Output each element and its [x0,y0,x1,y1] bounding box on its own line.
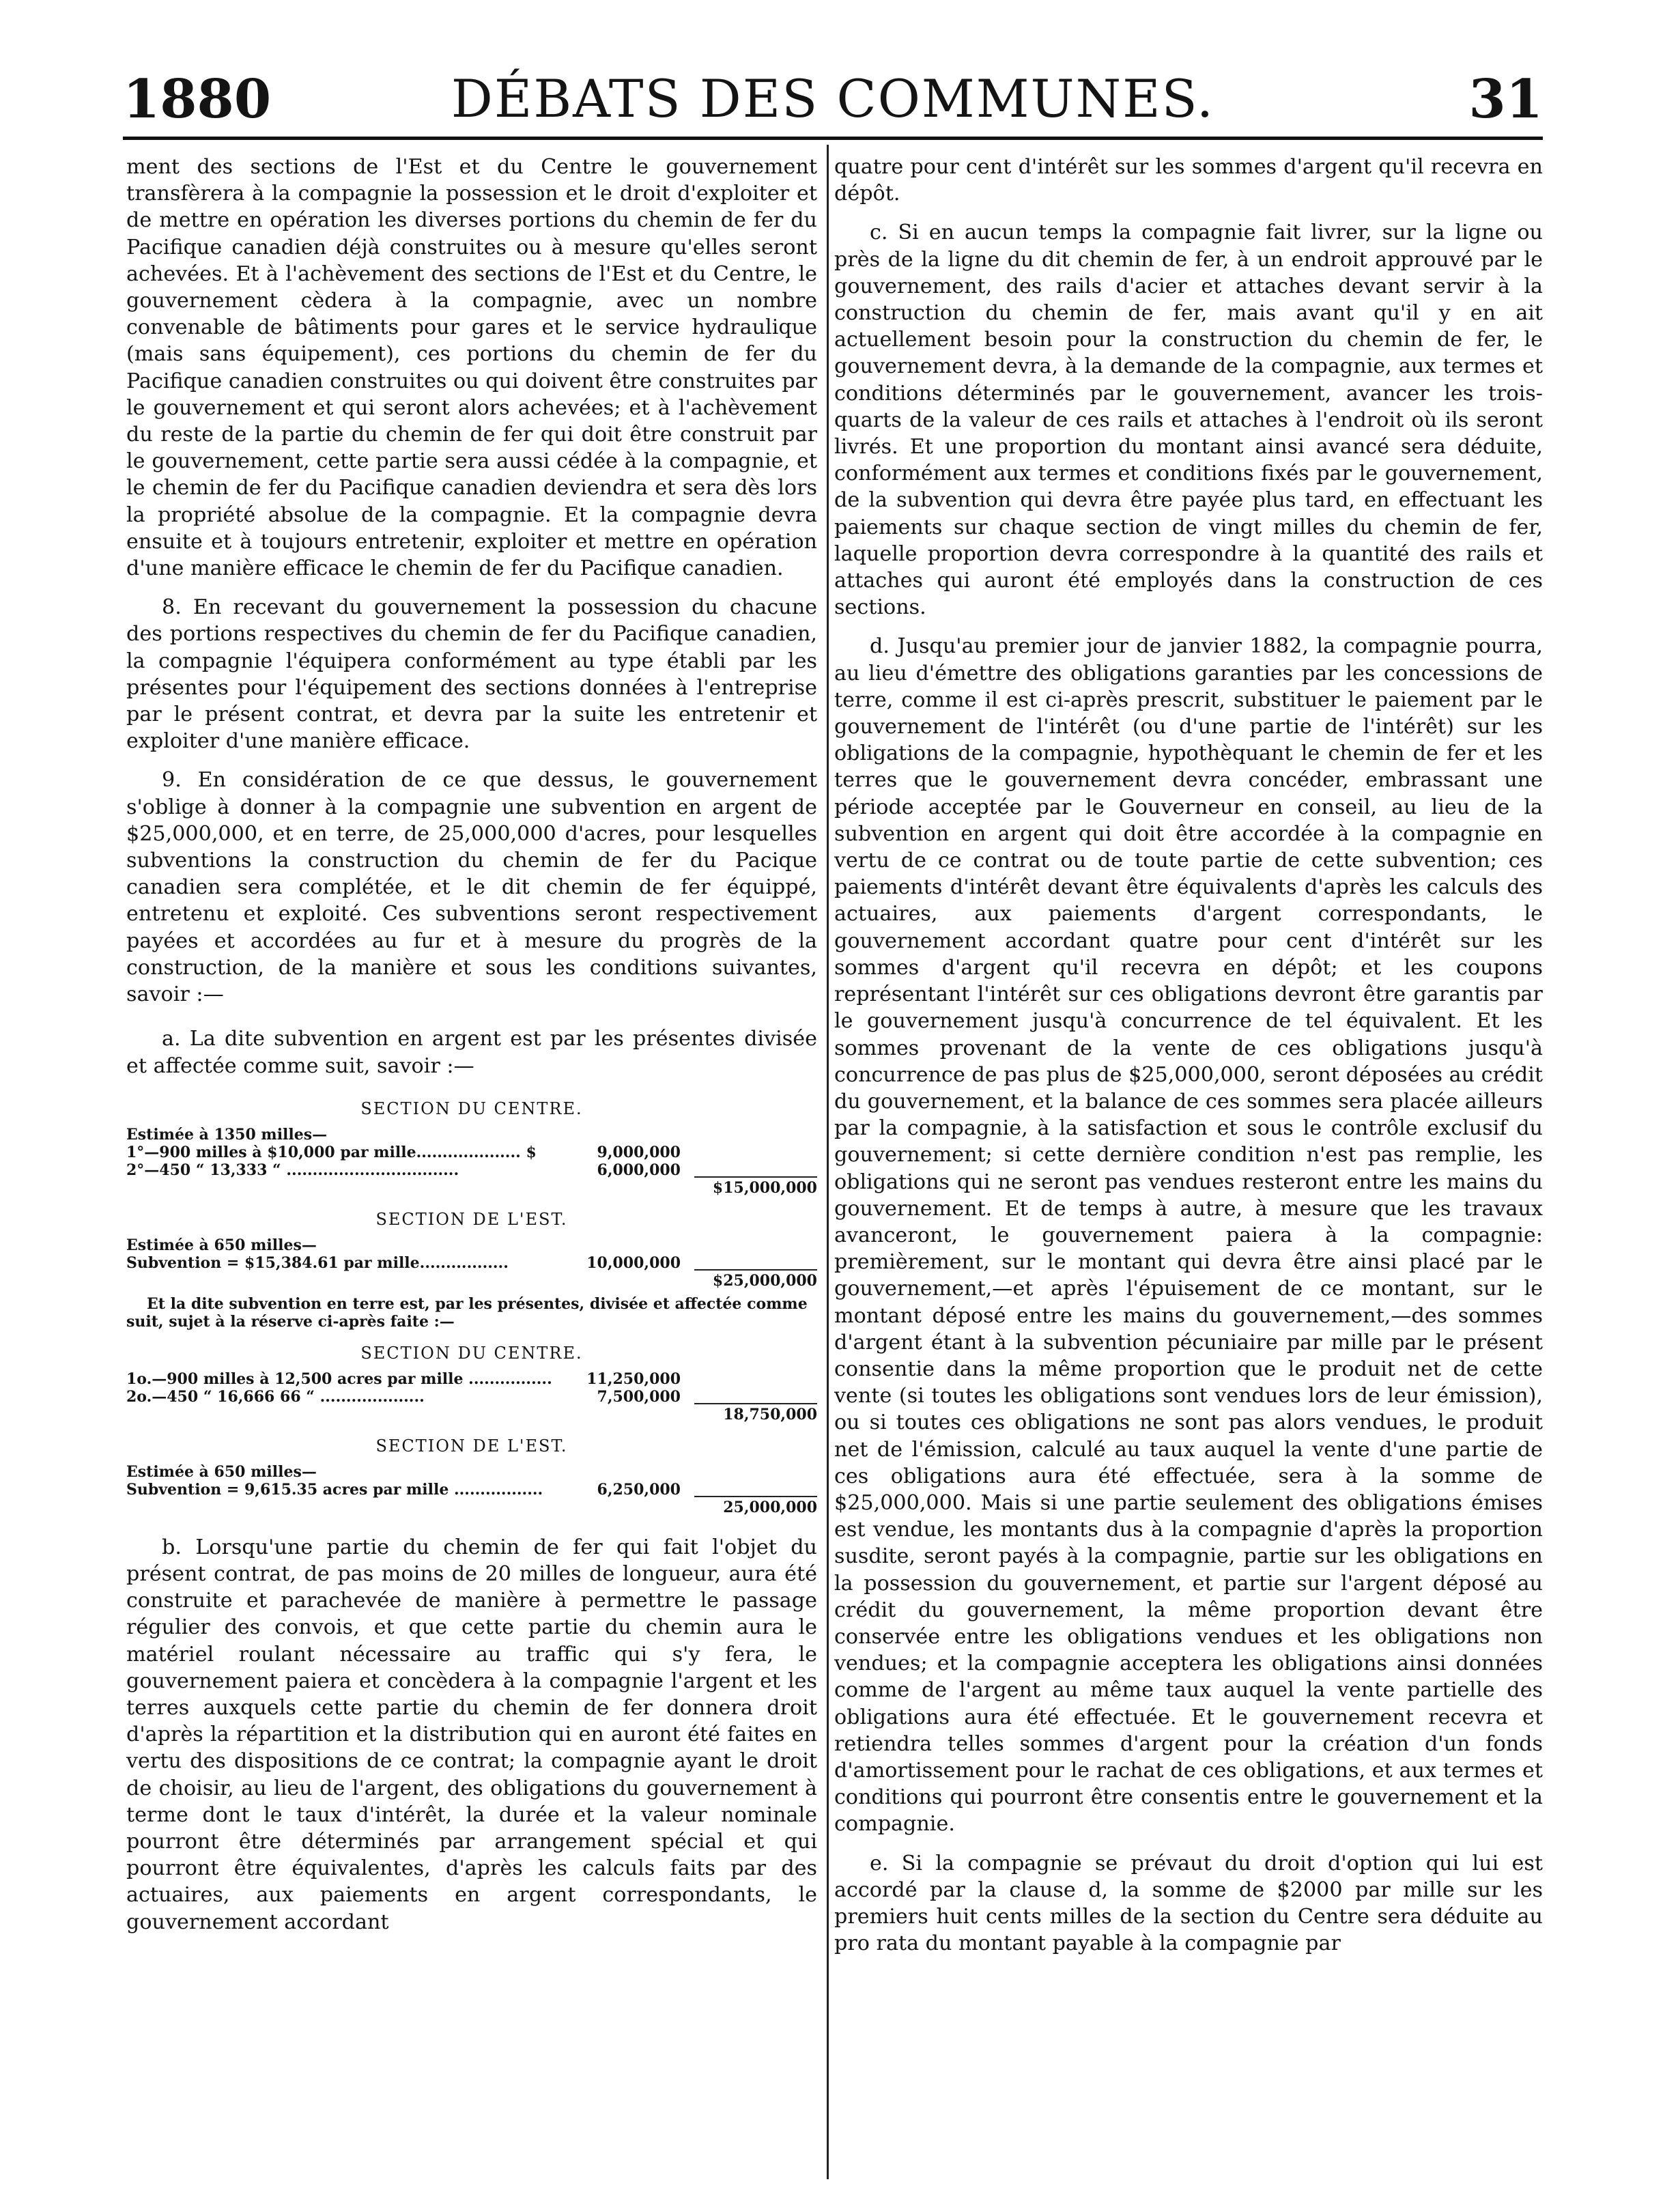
table-row: Estimée à 1350 milles— [126,1125,328,1144]
right-column [834,154,1543,2181]
section-title: SECTION DE L'EST. [375,1436,568,1456]
paragraph-a: a. La dite subvention en argent est par les présentes divisée et affectée comme suit, savoir :— [126,1027,817,1078]
header-year: 1880 [123,68,272,130]
table-row-total: $15,000,000 [712,1178,817,1197]
table-row: Estimée à 650 milles— [126,1462,317,1481]
paragraph-c: c. Si en aucun temps la compagnie fait livrer, sur la ligne ou près de la ligne du dit chemin de fer, à un endroit approuvé par le gouvernement, des rails d'acier et attaches devant servir à la construction du chemin de fer, mais avant qu'il y en ait actuellement besoin pour la construction du chemin de fer, le gouvernement devra, à la demande de la compagnie, aux termes et conditions déterminés par le gouvernement, avancer les trois-quarts de la valeur de ces rails et attaches à l'endroit où ils seront livrés. Et une proportion du montant ainsi avancé sera déduite, conformément aux termes et conditions fixés par le gouvernement, de la subvention qui devra être payée plus tard, en effectuant les paiements sur chaque section de vingt milles du chemin de fer, laquelle proportion devra correspondre à la quantité des rails et attaches qui auront été employés dans la construction de ces sections. [834,221,1543,620]
table-row: 1o.—900 milles à 12,500 acres par mille ................ 11,250,000 [126,1370,681,1388]
left-column [126,154,817,2181]
table-row-total: $25,000,000 [712,1271,817,1290]
column-divider [827,145,829,2179]
table-row-total: 18,750,000 [723,1405,817,1423]
section-title: SECTION DU CENTRE. [360,1343,583,1363]
paragraph-9: 9. En considération de ce que dessus, le gouvernement s'oblige à donner à la compagnie une subvention en argent de $25,000,000, et en terre, de 25,000,000 d'acres, pour lesquelles subventions la construction du chemin de fer du Pacique canadien sera complétée, et le dit chemin de fer équippé, entretenu et exploité. Ces subventions seront respectivement payées et accordées au fur et à mesure du progrès de la construction, de la manière et sous les conditions suivantes, savoir :— [126,768,817,1007]
paragraph-d: d. Jusqu'au premier jour de janvier 1882, la compagnie pourra, au lieu d'émettre des obligations garanties par les concessions de terre, comme il est ci-après prescrit, substituer le paiement par le gouvernement de l'intérêt (ou d'une partie de l'intérêt) sur les obligations de la compagnie, hypothèquant le chemin de fer et les terres que le gouvernement devra concéder, embrassant une période acceptée par le Gouverneur en conseil, au lieu de la subvention en argent qui doit être accordée à la compagnie en vertu de ce contrat ou de toute partie de cette subvention; ces paiements d'intérêt devant être équivalents d'après les calculs des actuaires, aux paiements d'argent correspondants, le gouvernement accordant quatre pour cent d'intérêt sur les sommes d'argent qu'il recevra en dépôt; et les coupons représentant l'intérêt sur ces obligations devront être garantis par le gouvernement jusqu'à concurrence de tel équivalent. Et les sommes provenant de la vente de ces obligations jusqu'à concurrence de pas plus de $25,000,000, seront déposées au crédit du gouvernement, et la balance de ces sommes sera placée ailleurs par la compagnie, à la satisfaction et sous le contrôle exclusif du gouvernement; si cette dernière condition n'est pas remplie, les obligations qui ne seront pas vendues resteront entre les mains du gouvernement. Et de temps à autre, à mesure que les travaux avanceront, le gouvernement paiera à la compagnie: premièrement, sur le montant qui devra être ainsi placé par le gouvernement,—et après l'épuisement de ce montant, sur le montant déposé entre les mains du gouvernement,—des sommes d'argent étant à la subvention pécuniaire par mille par le présent consentie dans la même proportion que le produit net de cette vente (si toutes les obligations sont vendues lors de leur émission), ou si toutes ces obligations ne sont pas alors vendues, le produit net de l'émission, calculé au taux auquel la vente d'une partie de ces obligations aura été effectuée, sera à la somme de $25,000,000. Mais si une partie seulement des obligations émises est vendue, les montants dus à la compagnie d'après la proportion susdite, seront payés à la compagnie, partie sur les obligations en la possession du gouvernement, et partie sur l'argent déposé au crédit du gouvernement, la même proportion devant être conservée entre les obligations vendues et les obligations non vendues; et la compagnie acceptera les obligations ainsi données comme de l'argent au même taux auquel la vente partielle des obligations aura été effectuée. Et le gouvernement recevra et retiendra telles sommes d'argent pour la création d'un fonds d'amortissement pour le rachat de ces obligations, et aux termes et conditions qui pourront être consentis entre le gouvernement et la compagnie. [834,634,1543,1837]
paragraph-e: e. Si la compagnie se prévaut du droit d'option qui lui est accordé par la clause d, la somme de $2000 par mille sur les premiers huit cents milles de la section du Centre sera déduite au pro rata du montant payable à la compagnie par [834,1851,1543,1956]
page-header [123,41,1543,130]
table-row: 2°—450 “ 13,333 “ ................................. 6,000,000 [126,1161,817,1179]
paragraph-cont: quatre pour cent d'intérêt sur les sommes d'argent qu'il recevra en dépôt. [834,155,1543,206]
table-row: 1°—900 milles à $10,000 par mille.................... $ 9,000,000 [126,1143,681,1161]
header-page-number: 31 [1468,68,1543,130]
header-rule [123,137,1543,140]
table-row-total: 25,000,000 [723,1498,817,1516]
table-row: Subvention = $15,384.61 par mille................. 10,000,000 [126,1254,817,1272]
section-title: SECTION DU CENTRE. [360,1098,583,1118]
table-note: Et la dite subvention en terre est, par les présentes, divisée et affectée comme suit, sujet à la réserve ci-après faite :— [126,1294,808,1331]
table-row: Subvention = 9,615.35 acres par mille ................. 6,250,000 [126,1481,817,1499]
paragraph-b: b. Lorsqu'une partie du chemin de fer qui fait l'objet du présent contrat, de pas moins de 20 milles de longueur, aura été construite et parachevée de manière à permettre le passage régulier des convois, et que cette partie du chemin aura le matériel roulant nécessaire au traffic qui s'y fera, le gouvernement paiera et concèdera à la compagnie l'argent et les terres auxquels cette partie du chemin de fer donnera droit d'après la répartition et la distribution qui en auront été faites en vertu des dispositions de ce contrat; la compagnie ayant le droit de choisir, au lieu de l'argent, des obligations du gouvernement à terme dont le taux d'intérêt, la durée et la valeur nominale pourront être déterminés par arrangement spécial et qui pourront être équivalentes, d'après les calculs faits par des actuaires, aux paiements en argent correspondants, le gouvernement accordant [126,1535,817,1934]
table-row: Estimée à 650 milles— [126,1236,317,1254]
paragraph-cont: ment des sections de l'Est et du Centre le gouvernement transfèrera à la compagnie la possession et le droit d'exploiter et de mettre en opération les diverses portions du chemin de fer du Pacifique canadien déjà construites ou à mesure qu'elles seront achevées. Et à l'achèvement des sections de l'Est et du Centre, le gouvernement cèdera à la compagnie, avec un nombre convenable de bâtiments pour gares et le service hydraulique (mais sans équipement), ces portions du chemin de fer du Pacifique canadien construites ou qui doivent être construites par le gouvernement et qui seront alors achevées; et à l'achèvement du reste de la partie du chemin de fer qui doit être construit par le gouvernement, cette partie sera aussi cédée à la compagnie, et le chemin de fer du Pacifique canadien deviendra et sera dès lors la propriété absolue de la compagnie. Et la compagnie devra ensuite et à toujours entretenir, exploiter et mettre en opération d'une manière efficace le chemin de fer du Pacifique canadien. [126,155,817,581]
table-row: 2o.—450 “ 16,666 66 “ .................... 7,500,000 [126,1388,817,1406]
paragraph-8: 8. En recevant du gouvernement la possession du chacune des portions respectives du chemin de fer du Pacifique canadien, la compagnie l'équipera conformément au type établi par les présentes pour l'équipement des sections données à l'entreprise par le présent contrat, et devra par la suite les entretenir et exploiter d'une manière efficace. [126,595,817,754]
header-title: DÉBATS DES COMMUNES. [451,68,1215,129]
subsidy-table [126,1100,817,1516]
section-title: SECTION DE L'EST. [375,1209,568,1229]
